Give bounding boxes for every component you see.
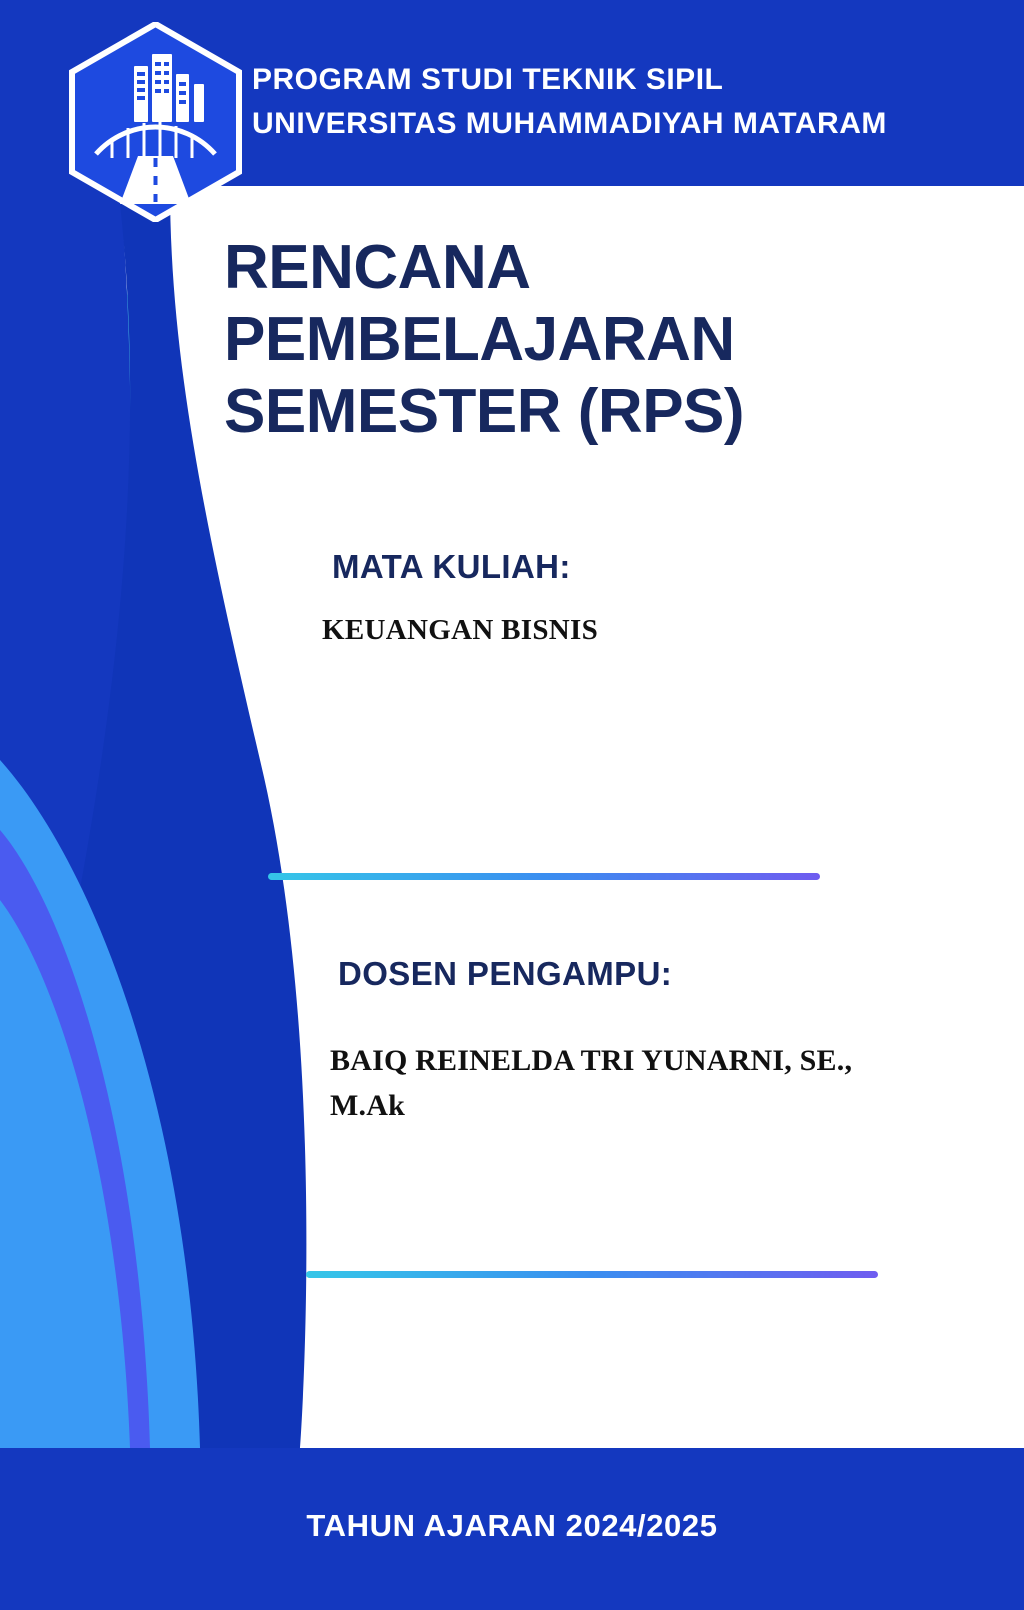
institution-heading xyxy=(252,58,887,145)
lecturer-label: DOSEN PENGAMPU: xyxy=(338,955,673,992)
divider-top xyxy=(268,873,820,880)
title-line-1: RENCANA xyxy=(224,233,531,302)
bridge-building-logo xyxy=(68,22,243,222)
lecturer-name: BAIQ REINELDA TRI YUNARNI, SE., M.Ak xyxy=(330,1044,853,1122)
academic-year: TAHUN AJARAN 2024/2025 xyxy=(306,1508,718,1543)
title-line-2: PEMBELAJARAN xyxy=(224,304,735,374)
program-line: PROGRAM STUDI TEKNIK SIPIL xyxy=(252,63,724,96)
title-line-3: SEMESTER (RPS) xyxy=(224,376,745,446)
divider-bottom xyxy=(306,1271,878,1278)
page-title xyxy=(224,232,864,448)
course-name: KEUANGAN BISNIS xyxy=(322,614,599,646)
university-line: UNIVERSITAS MUHAMMADIYAH MATARAM xyxy=(252,106,887,140)
course-label: MATA KULIAH: xyxy=(332,548,571,585)
